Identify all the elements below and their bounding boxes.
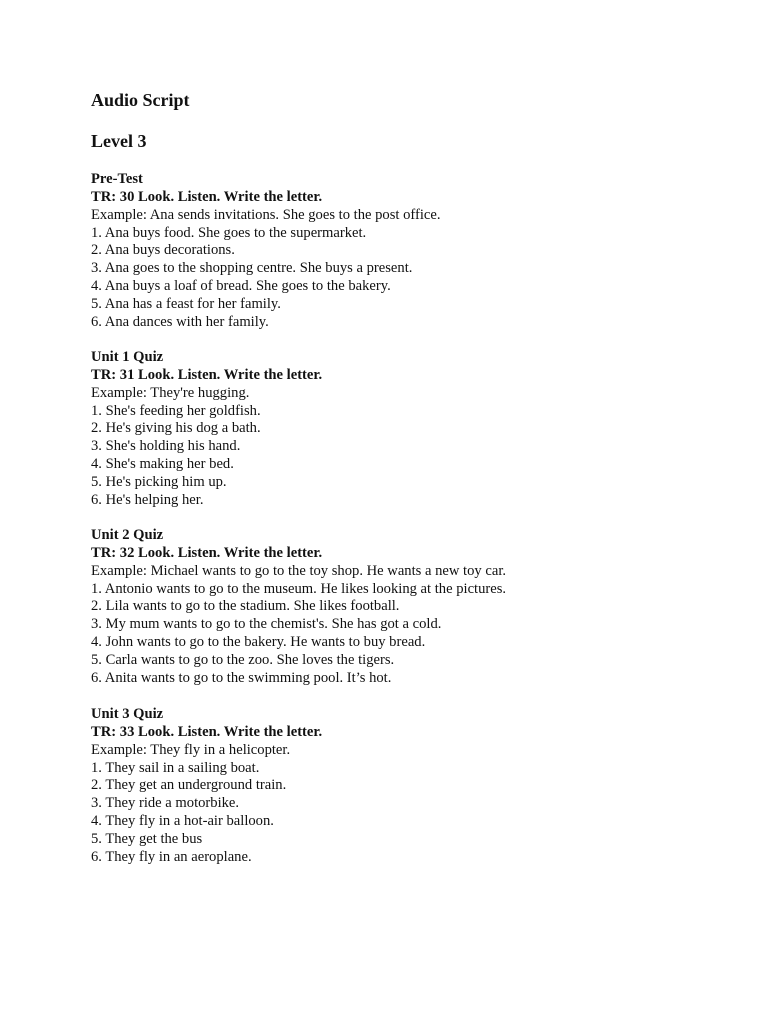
section-heading: Unit 3 Quiz <box>91 706 164 722</box>
script-line: 2. They get an underground train. <box>91 777 287 794</box>
script-line: 2. Ana buys decorations. <box>91 242 235 259</box>
script-line: 5. Ana has a feast for her family. <box>91 295 281 312</box>
section-heading: Unit 1 Quiz <box>91 349 164 365</box>
script-line: 4. John wants to go to the bakery. He wants to buy bread. <box>91 634 426 651</box>
script-line: 3. She's holding his hand. <box>91 438 241 455</box>
section-heading: Pre-Test <box>91 171 143 187</box>
script-line: 6. Ana dances with her family. <box>91 313 269 330</box>
script-line: 6. Anita wants to go to the swimming pool. It’s hot. <box>91 669 392 686</box>
script-line: 5. They get the bus <box>91 830 203 847</box>
script-line: 3. They ride a motorbike. <box>91 795 240 812</box>
level-heading: Level 3 <box>91 131 147 151</box>
example-line: Example: Ana sends invitations. She goes to the post office. <box>91 206 441 223</box>
script-line: 1. Antonio wants to go to the museum. He likes looking at the pictures. <box>91 580 507 597</box>
script-line: 4. They fly in a hot-air balloon. <box>91 813 274 830</box>
example-line: Example: They fly in a helicopter. <box>91 741 291 758</box>
script-line: 4. She's making her bed. <box>91 456 234 473</box>
example-line: Example: They're hugging. <box>91 384 250 401</box>
script-line: 2. He's giving his dog a bath. <box>91 420 261 437</box>
script-line: 2. Lila wants to go to the stadium. She likes football. <box>91 598 400 615</box>
script-line: 3. My mum wants to go to the chemist's. She has got a cold. <box>91 616 442 633</box>
script-line: 6. He's helping her. <box>91 491 204 508</box>
script-line: 1. She's feeding her goldfish. <box>91 402 261 419</box>
script-line: 1. Ana buys food. She goes to the supermarket. <box>91 224 367 241</box>
section-unit-2-quiz <box>91 527 506 688</box>
script-line: 6. They fly in an aeroplane. <box>91 848 252 865</box>
script-line: 3. Ana goes to the shopping centre. She buys a present. <box>91 260 413 277</box>
section-unit-3-quiz <box>91 706 322 867</box>
section-unit-1-quiz <box>91 349 322 510</box>
track-instruction: TR: 33 Look. Listen. Write the letter. <box>91 723 323 740</box>
track-instruction: TR: 30 Look. Listen. Write the letter. <box>91 188 323 205</box>
track-instruction: TR: 32 Look. Listen. Write the letter. <box>91 544 323 561</box>
script-line: 5. He's picking him up. <box>91 473 227 490</box>
example-line: Example: Michael wants to go to the toy shop. He wants a new toy car. <box>91 562 507 579</box>
section-heading: Unit 2 Quiz <box>91 527 164 543</box>
document-title: Audio Script <box>91 90 190 110</box>
section-pre-test <box>91 171 441 332</box>
script-line: 5. Carla wants to go to the zoo. She loves the tigers. <box>91 651 395 668</box>
track-instruction: TR: 31 Look. Listen. Write the letter. <box>91 366 323 383</box>
script-line: 1. They sail in a sailing boat. <box>91 759 260 776</box>
script-line: 4. Ana buys a loaf of bread. She goes to the bakery. <box>91 278 391 295</box>
